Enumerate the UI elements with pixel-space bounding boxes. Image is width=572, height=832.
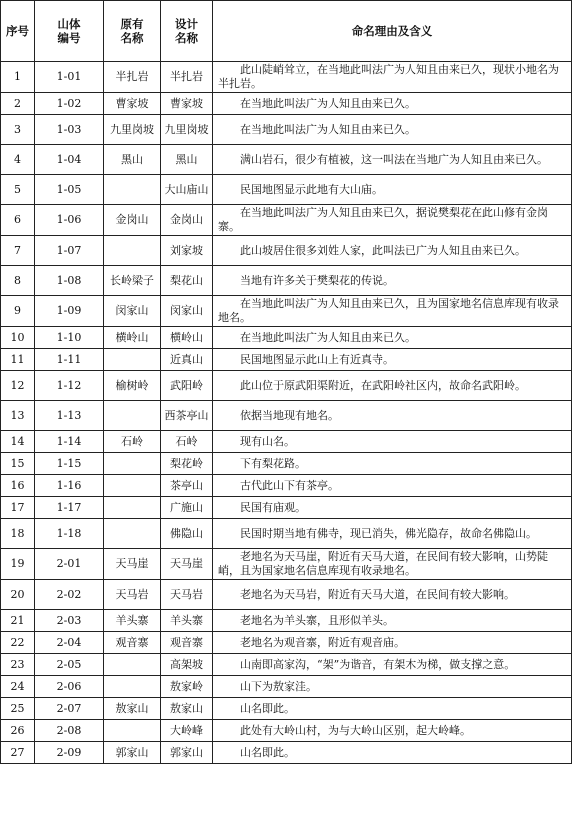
cell-mountain-no: 1-14 bbox=[35, 431, 104, 453]
cell-original-name bbox=[104, 497, 161, 519]
cell-seq: 2 bbox=[1, 93, 35, 115]
table-row bbox=[1, 720, 572, 742]
cell-design-name: 郭家山 bbox=[161, 742, 213, 764]
cell-seq: 5 bbox=[1, 175, 35, 205]
cell-mountain-no: 1-10 bbox=[35, 327, 104, 349]
cell-design-name: 闵家山 bbox=[161, 296, 213, 327]
cell-design-name: 敖家山 bbox=[161, 698, 213, 720]
cell-reason: 在当地此叫法广为人知且由来已久。 bbox=[213, 93, 572, 115]
cell-seq: 12 bbox=[1, 371, 35, 401]
table-row bbox=[1, 349, 572, 371]
cell-mountain-no: 1-06 bbox=[35, 205, 104, 236]
cell-seq: 21 bbox=[1, 610, 35, 632]
cell-original-name: 天马岩 bbox=[104, 580, 161, 610]
cell-reason: 在当地此叫法广为人知且由来已久，且为国家地名信息库现有收录地名。 bbox=[213, 296, 572, 327]
cell-design-name: 大山庙山 bbox=[161, 175, 213, 205]
cell-reason: 当地有许多关于樊梨花的传说。 bbox=[213, 266, 572, 296]
cell-design-name: 大岭峰 bbox=[161, 720, 213, 742]
cell-design-name: 石岭 bbox=[161, 431, 213, 453]
cell-reason: 此处有大岭山村，为与大岭山区别，起大岭峰。 bbox=[213, 720, 572, 742]
cell-original-name: 长岭梁子 bbox=[104, 266, 161, 296]
cell-seq: 24 bbox=[1, 676, 35, 698]
table-row bbox=[1, 475, 572, 497]
cell-reason: 山下为敖家洼。 bbox=[213, 676, 572, 698]
cell-design-name: 金岗山 bbox=[161, 205, 213, 236]
cell-original-name: 金岗山 bbox=[104, 205, 161, 236]
table-row bbox=[1, 549, 572, 580]
cell-original-name bbox=[104, 676, 161, 698]
cell-reason: 古代此山下有茶亭。 bbox=[213, 475, 572, 497]
cell-original-name bbox=[104, 475, 161, 497]
table-row bbox=[1, 371, 572, 401]
cell-seq: 19 bbox=[1, 549, 35, 580]
cell-original-name bbox=[104, 175, 161, 205]
cell-mountain-no: 2-04 bbox=[35, 632, 104, 654]
cell-mountain-no: 2-02 bbox=[35, 580, 104, 610]
cell-design-name: 半扎岩 bbox=[161, 62, 213, 93]
cell-original-name bbox=[104, 349, 161, 371]
cell-mountain-no: 1-04 bbox=[35, 145, 104, 175]
table-row bbox=[1, 497, 572, 519]
cell-seq: 10 bbox=[1, 327, 35, 349]
header-reason: 命名理由及含义 bbox=[213, 1, 572, 62]
table-row bbox=[1, 453, 572, 475]
cell-seq: 14 bbox=[1, 431, 35, 453]
cell-design-name: 横岭山 bbox=[161, 327, 213, 349]
table-row bbox=[1, 742, 572, 764]
table-row bbox=[1, 236, 572, 266]
cell-seq: 27 bbox=[1, 742, 35, 764]
cell-reason: 下有梨花路。 bbox=[213, 453, 572, 475]
cell-design-name: 西茶亭山 bbox=[161, 401, 213, 431]
header-original-name: 原有 名称 bbox=[104, 1, 161, 62]
cell-seq: 11 bbox=[1, 349, 35, 371]
cell-original-name bbox=[104, 236, 161, 266]
cell-reason: 山名即此。 bbox=[213, 698, 572, 720]
table-body bbox=[1, 62, 572, 764]
cell-mountain-no: 2-07 bbox=[35, 698, 104, 720]
cell-reason: 山南即高家沟，“架”为谐音，有架木为梯，做支撑之意。 bbox=[213, 654, 572, 676]
cell-mountain-no: 1-12 bbox=[35, 371, 104, 401]
cell-design-name: 梨花山 bbox=[161, 266, 213, 296]
cell-mountain-no: 2-08 bbox=[35, 720, 104, 742]
cell-design-name: 茶亭山 bbox=[161, 475, 213, 497]
table-row bbox=[1, 519, 572, 549]
cell-original-name bbox=[104, 453, 161, 475]
cell-reason: 民国时期当地有佛寺，现已消失，佛光隐存，故命名佛隐山。 bbox=[213, 519, 572, 549]
cell-seq: 13 bbox=[1, 401, 35, 431]
cell-design-name: 九里岗坡 bbox=[161, 115, 213, 145]
cell-seq: 6 bbox=[1, 205, 35, 236]
cell-original-name: 黑山 bbox=[104, 145, 161, 175]
cell-original-name: 郭家山 bbox=[104, 742, 161, 764]
cell-seq: 4 bbox=[1, 145, 35, 175]
cell-reason: 老地名为天马岩，附近有天马大道，在民间有较大影响。 bbox=[213, 580, 572, 610]
cell-original-name: 羊头寨 bbox=[104, 610, 161, 632]
cell-seq: 26 bbox=[1, 720, 35, 742]
cell-design-name: 近真山 bbox=[161, 349, 213, 371]
table-row bbox=[1, 698, 572, 720]
cell-original-name bbox=[104, 401, 161, 431]
cell-original-name bbox=[104, 519, 161, 549]
cell-reason: 老地名为观音寨，附近有观音庙。 bbox=[213, 632, 572, 654]
cell-original-name: 横岭山 bbox=[104, 327, 161, 349]
cell-reason: 民国地图显示此山上有近真寺。 bbox=[213, 349, 572, 371]
table-row bbox=[1, 580, 572, 610]
table-row bbox=[1, 205, 572, 236]
cell-original-name bbox=[104, 720, 161, 742]
cell-seq: 20 bbox=[1, 580, 35, 610]
cell-seq: 7 bbox=[1, 236, 35, 266]
cell-design-name: 佛隐山 bbox=[161, 519, 213, 549]
cell-design-name: 刘家坡 bbox=[161, 236, 213, 266]
header-mountain-no: 山体 编号 bbox=[35, 1, 104, 62]
table-row bbox=[1, 296, 572, 327]
cell-seq: 18 bbox=[1, 519, 35, 549]
table-row bbox=[1, 266, 572, 296]
cell-design-name: 武阳岭 bbox=[161, 371, 213, 401]
table-row bbox=[1, 610, 572, 632]
cell-original-name: 闵家山 bbox=[104, 296, 161, 327]
cell-mountain-no: 2-09 bbox=[35, 742, 104, 764]
cell-design-name: 高架坡 bbox=[161, 654, 213, 676]
cell-reason: 此山位于原武阳渠附近，在武阳岭社区内，故命名武阳岭。 bbox=[213, 371, 572, 401]
cell-original-name: 曹家坡 bbox=[104, 93, 161, 115]
table-row bbox=[1, 632, 572, 654]
cell-reason: 在当地此叫法广为人知且由来已久，据说樊梨花在此山修有金岗寨。 bbox=[213, 205, 572, 236]
cell-mountain-no: 1-18 bbox=[35, 519, 104, 549]
cell-seq: 17 bbox=[1, 497, 35, 519]
cell-seq: 15 bbox=[1, 453, 35, 475]
cell-mountain-no: 1-09 bbox=[35, 296, 104, 327]
cell-reason: 满山岩石，很少有植被，这一叫法在当地广为人知且由来已久。 bbox=[213, 145, 572, 175]
cell-mountain-no: 1-13 bbox=[35, 401, 104, 431]
cell-seq: 3 bbox=[1, 115, 35, 145]
cell-seq: 23 bbox=[1, 654, 35, 676]
cell-reason: 民国地图显示此地有大山庙。 bbox=[213, 175, 572, 205]
cell-design-name: 天马岩 bbox=[161, 580, 213, 610]
table-row bbox=[1, 654, 572, 676]
cell-design-name: 梨花岭 bbox=[161, 453, 213, 475]
header-seq: 序号 bbox=[1, 1, 35, 62]
cell-mountain-no: 1-08 bbox=[35, 266, 104, 296]
cell-mountain-no: 1-02 bbox=[35, 93, 104, 115]
cell-original-name: 半扎岩 bbox=[104, 62, 161, 93]
cell-reason: 在当地此叫法广为人知且由来已久。 bbox=[213, 115, 572, 145]
header-row bbox=[1, 1, 572, 62]
cell-reason: 在当地此叫法广为人知且由来已久。 bbox=[213, 327, 572, 349]
cell-design-name: 黑山 bbox=[161, 145, 213, 175]
cell-design-name: 观音寨 bbox=[161, 632, 213, 654]
cell-mountain-no: 1-16 bbox=[35, 475, 104, 497]
cell-mountain-no: 2-06 bbox=[35, 676, 104, 698]
cell-reason: 此山坡居住很多刘姓人家，此叫法已广为人知且由来已久。 bbox=[213, 236, 572, 266]
cell-seq: 22 bbox=[1, 632, 35, 654]
table-row bbox=[1, 327, 572, 349]
cell-mountain-no: 1-15 bbox=[35, 453, 104, 475]
cell-mountain-no: 2-05 bbox=[35, 654, 104, 676]
cell-mountain-no: 2-01 bbox=[35, 549, 104, 580]
cell-design-name: 敖家岭 bbox=[161, 676, 213, 698]
cell-seq: 16 bbox=[1, 475, 35, 497]
cell-original-name: 敖家山 bbox=[104, 698, 161, 720]
cell-original-name: 石岭 bbox=[104, 431, 161, 453]
cell-reason: 依据当地现有地名。 bbox=[213, 401, 572, 431]
cell-design-name: 曹家坡 bbox=[161, 93, 213, 115]
cell-reason: 民国有庙观。 bbox=[213, 497, 572, 519]
cell-original-name: 九里岗坡 bbox=[104, 115, 161, 145]
table-row bbox=[1, 93, 572, 115]
table-row bbox=[1, 431, 572, 453]
cell-reason: 老地名为羊头寨，且形似羊头。 bbox=[213, 610, 572, 632]
cell-mountain-no: 1-07 bbox=[35, 236, 104, 266]
cell-mountain-no: 1-11 bbox=[35, 349, 104, 371]
cell-mountain-no: 1-01 bbox=[35, 62, 104, 93]
cell-reason: 现有山名。 bbox=[213, 431, 572, 453]
cell-reason: 山名即此。 bbox=[213, 742, 572, 764]
cell-reason: 老地名为天马崖，附近有天马大道，在民间有较大影响，山势陡峭，且为国家地名信息库现有收录地名。 bbox=[213, 549, 572, 580]
cell-seq: 8 bbox=[1, 266, 35, 296]
cell-original-name: 天马崖 bbox=[104, 549, 161, 580]
cell-seq: 25 bbox=[1, 698, 35, 720]
table-row bbox=[1, 175, 572, 205]
cell-design-name: 广施山 bbox=[161, 497, 213, 519]
cell-seq: 9 bbox=[1, 296, 35, 327]
table-row bbox=[1, 145, 572, 175]
cell-design-name: 羊头寨 bbox=[161, 610, 213, 632]
cell-mountain-no: 2-03 bbox=[35, 610, 104, 632]
table-row bbox=[1, 401, 572, 431]
header-design-name: 设计 名称 bbox=[161, 1, 213, 62]
table-row bbox=[1, 676, 572, 698]
cell-reason: 此山陡峭耸立，在当地此叫法广为人知且由来已久，现状小地名为半扎岩。 bbox=[213, 62, 572, 93]
cell-original-name: 榆树岭 bbox=[104, 371, 161, 401]
table-row bbox=[1, 115, 572, 145]
cell-mountain-no: 1-17 bbox=[35, 497, 104, 519]
cell-mountain-no: 1-03 bbox=[35, 115, 104, 145]
cell-design-name: 天马崖 bbox=[161, 549, 213, 580]
cell-mountain-no: 1-05 bbox=[35, 175, 104, 205]
cell-original-name bbox=[104, 654, 161, 676]
table-row bbox=[1, 62, 572, 93]
cell-seq: 1 bbox=[1, 62, 35, 93]
cell-original-name: 观音寨 bbox=[104, 632, 161, 654]
